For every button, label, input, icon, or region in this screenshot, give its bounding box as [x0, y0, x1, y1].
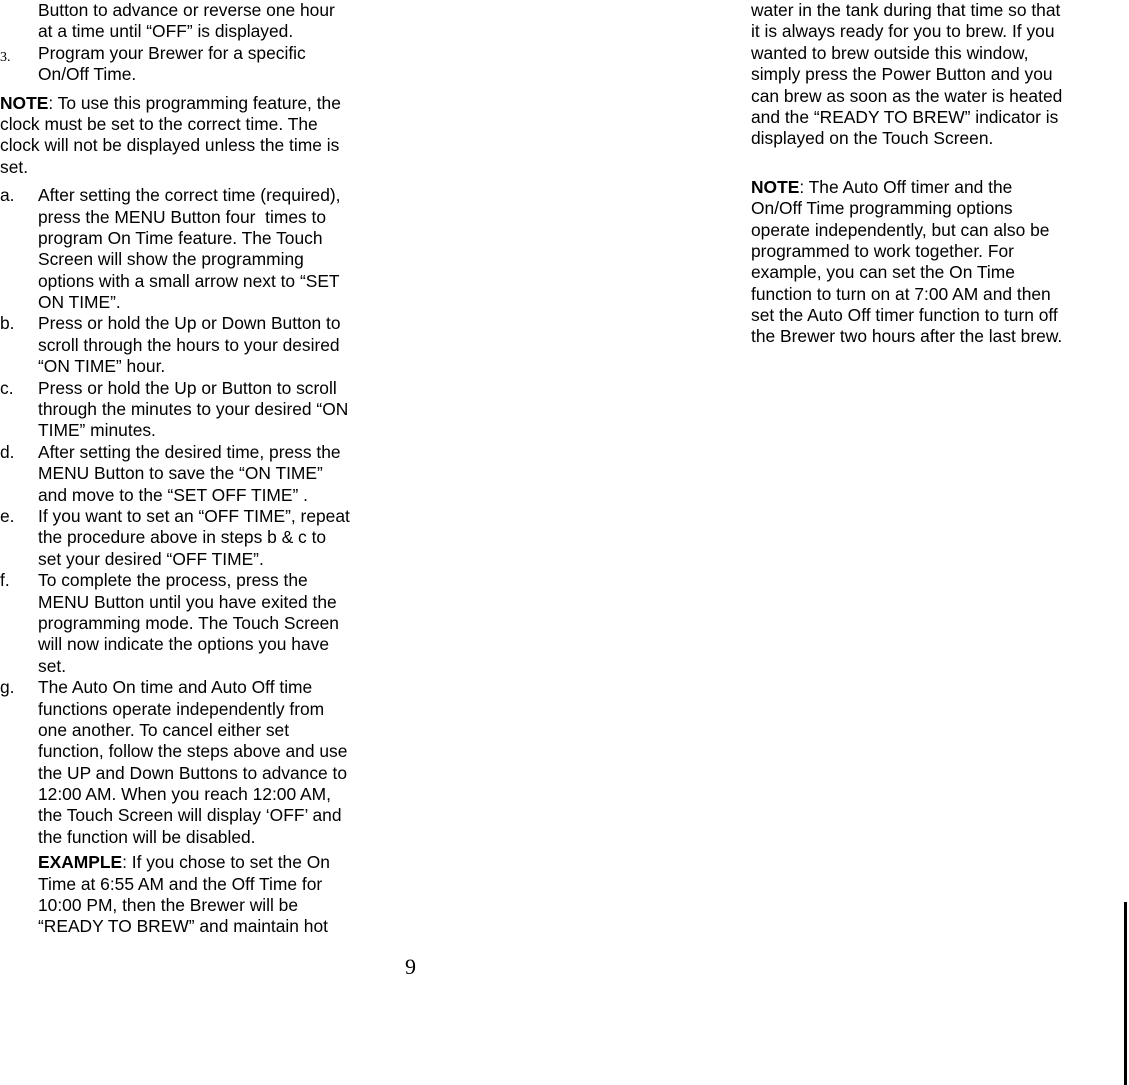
text-line: On/Off Time programming options	[751, 198, 1013, 219]
text-line: the UP and Down Buttons to advance to	[38, 762, 348, 783]
text-line: wanted to brew outside this window,	[751, 42, 1029, 63]
text-line: After setting the correct time (required),	[38, 185, 341, 206]
text-run: : If you chose to set the On	[122, 852, 330, 873]
text-line: set.	[0, 156, 29, 177]
text-line: After setting the desired time, press the	[38, 441, 341, 462]
text-line: can brew as soon as the water is heated	[751, 85, 1063, 106]
text-line: clock will not be displayed unless the time is	[0, 135, 340, 156]
text-line: Press or hold the Up or Down Button to	[38, 313, 341, 334]
text-line: To complete the process, press the	[38, 570, 308, 591]
note-label: NOTE	[0, 92, 49, 113]
text-line: Button to advance or reverse one hour	[38, 0, 335, 20]
text-line: program On Time feature. The Touch	[38, 227, 323, 248]
text-line: clock must be set to the correct time. The	[0, 113, 318, 134]
text-line: set your desired “OFF TIME”.	[38, 548, 264, 569]
step-item	[0, 313, 395, 377]
text-run: : To use this programming feature, the	[48, 92, 341, 113]
step-letter: c.	[0, 377, 14, 398]
text-line: On/Off Time.	[38, 64, 137, 85]
text-line: options with a small arrow next to “SET	[38, 270, 340, 291]
text-line	[38, 852, 395, 873]
text-line: set.	[38, 655, 67, 676]
text-line: Program your Brewer for a specific	[38, 42, 306, 63]
step-letter: a.	[0, 185, 15, 206]
text-line: If you want to set an “OFF TIME”, repeat	[38, 505, 350, 526]
text-line: TIME” minutes.	[38, 420, 156, 441]
step-item	[0, 442, 395, 506]
step-item	[0, 185, 395, 313]
text-line: one another. To cancel either set	[38, 719, 290, 740]
text-line: and move to the “SET OFF TIME” .	[38, 484, 308, 505]
text-line: water in the tank during that time so that	[751, 0, 1061, 20]
continued-example-text	[751, 0, 1129, 150]
text-line: will now indicate the options you have	[38, 634, 329, 655]
text-line	[0, 93, 395, 114]
text-line: the procedure above in steps b & c to	[38, 527, 327, 548]
page-edge-bar	[1124, 902, 1127, 1085]
text-line: through the minutes to your desired “ON	[38, 399, 349, 420]
text-line: 12:00 AM. When you reach 12:00 AM,	[38, 784, 331, 805]
text-line: MENU Button until you have exited the	[38, 591, 337, 612]
step-letter: b.	[0, 313, 15, 334]
page-number: 9	[405, 954, 416, 979]
text-line: programming mode. The Touch Screen	[38, 612, 339, 633]
text-line: and the “READY TO BREW” indicator is	[751, 106, 1059, 127]
text-line: set the Auto Off timer function to turn off	[751, 305, 1058, 326]
text-line: Time at 6:55 AM and the Off Time for	[38, 873, 323, 894]
note-paragraph	[0, 93, 395, 179]
step-item	[0, 506, 395, 570]
text-line: “READY TO BREW” and maintain hot	[38, 916, 328, 937]
text-line	[751, 177, 1129, 198]
note-label: NOTE	[751, 176, 800, 197]
text-line: example, you can set the On Time	[751, 262, 1015, 283]
text-run: : The Auto Off timer and the	[799, 176, 1013, 197]
text-line: Press or hold the Up or Button to scroll	[38, 377, 337, 398]
step-3	[0, 43, 395, 86]
step-letter: f.	[0, 570, 10, 591]
text-line: ON TIME”.	[38, 292, 121, 313]
text-line: “ON TIME” hour.	[38, 356, 166, 377]
text-line: the function will be disabled.	[38, 826, 256, 847]
text-line: 10:00 PM, then the Brewer will be	[38, 895, 299, 916]
left-column	[0, 0, 395, 938]
text-line: function, follow the steps above and use	[38, 741, 348, 762]
step-letter: d.	[0, 441, 15, 462]
step-letter: g.	[0, 677, 15, 698]
text-line: scroll through the hours to your desired	[38, 334, 340, 355]
example-paragraph	[0, 852, 395, 938]
text-line: operate independently, but can also be	[751, 219, 1050, 240]
step-item	[0, 570, 395, 677]
text-line: function to turn on at 7:00 AM and then	[751, 283, 1051, 304]
step-item	[0, 677, 395, 848]
step-item	[0, 378, 395, 442]
right-column	[751, 0, 1129, 348]
step-number: 3.	[0, 49, 11, 65]
text-line: simply press the Power Button and you	[751, 64, 1053, 85]
text-line: The Auto On time and Auto Off time	[38, 677, 313, 698]
text-line: programmed to work together. For	[751, 240, 1014, 261]
step-letter: e.	[0, 505, 15, 526]
text-line: the Touch Screen will display ‘OFF’ and	[38, 805, 342, 826]
text-line: at a time until “OFF” is displayed.	[38, 21, 294, 42]
text-line: functions operate independently from	[38, 698, 325, 719]
text-line: Screen will show the programming	[38, 249, 304, 270]
text-line: MENU Button to save the “ON TIME”	[38, 463, 323, 484]
example-label: EXAMPLE	[38, 852, 123, 873]
note-paragraph	[751, 177, 1129, 348]
continued-step-text	[0, 0, 395, 43]
text-line: displayed on the Touch Screen.	[751, 128, 994, 149]
lettered-steps	[0, 185, 395, 848]
text-line: the Brewer two hours after the last brew.	[751, 326, 1063, 347]
text-line: press the MENU Button four times to	[38, 206, 327, 227]
text-line: it is always ready for you to brew. If you	[751, 21, 1055, 42]
